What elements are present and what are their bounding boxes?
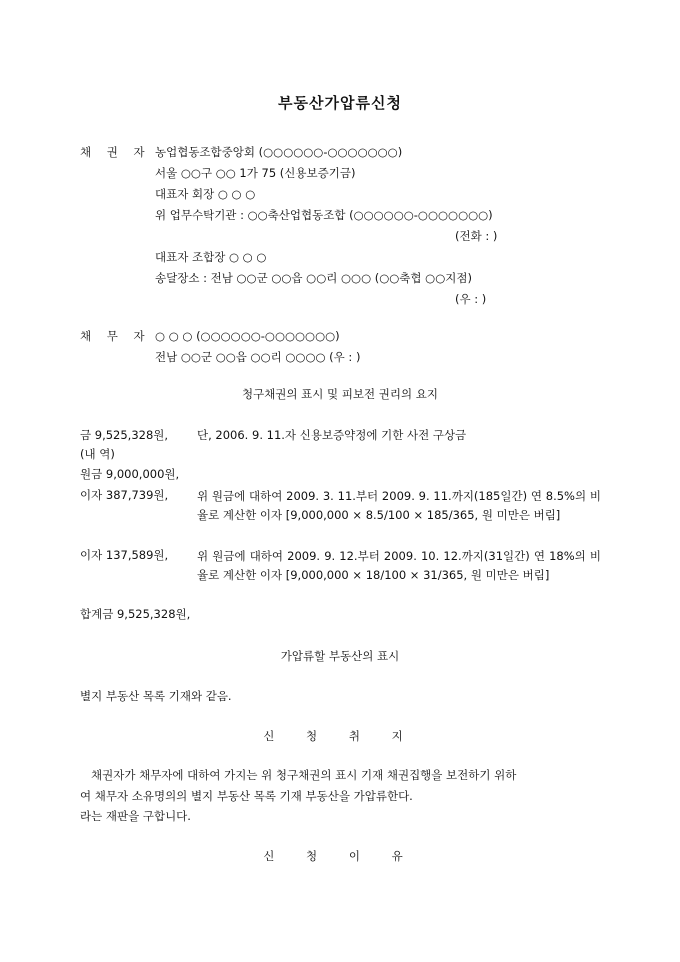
interest1-label: 이자 387,739원, <box>80 488 169 502</box>
interest2-label: 이자 137,589원, <box>80 548 169 562</box>
principal-amount: 원금 9,000,000원, <box>80 467 180 481</box>
creditor-label: 채 권 자 <box>80 145 151 159</box>
purpose-text-line1: 채권자가 채무자에 대하여 가지는 위 청구채권의 표시 기재 채권집행을 보전하기 위하 <box>91 768 517 782</box>
document-title: 부동산가압류신청 <box>278 94 402 112</box>
interest1-description: 위 원금에 대하여 2009. 3. 11.부터 2009. 9. 11.까지(185일간) 연 8.5%의 비율로 계산한 이자 [9,000,000 × 8.5/100 × 185/365, 원 미만은 버림] <box>197 489 601 522</box>
debtor-address: 전남 ○○군 ○○읍 ○○리 ○○○○ (우 : ) <box>155 350 361 364</box>
total-amount: 합계금 9,525,328원, <box>80 607 191 621</box>
creditor-delivery-address: 송달장소 : 전남 ○○군 ○○읍 ○○리 ○○○ (○○축협 ○○지점) <box>155 271 472 285</box>
debtor-label: 채 무 자 <box>80 329 151 343</box>
property-section-heading: 가압류할 부동산의 표시 <box>280 649 400 663</box>
creditor-postal-code: (우 : ) <box>455 292 487 306</box>
creditor-name: 농업협동조합중앙회 (○○○○○○-○○○○○○○) <box>155 145 403 159</box>
purpose-section-heading: 신 청 취 지 <box>263 729 417 743</box>
purpose-text-line3: 라는 재판을 구합니다. <box>80 809 191 823</box>
creditor-trustee: 위 업무수탁기관 : ○○축산업협동조합 (○○○○○○-○○○○○○○) <box>155 208 493 222</box>
reason-section-heading: 신 청 이 유 <box>263 849 417 863</box>
creditor-phone: (전화 : ) <box>455 229 498 243</box>
purpose-text-line2: 여 채무자 소유명의의 별지 부동산 목록 기재 부동산을 가압류한다. <box>80 789 413 803</box>
claim-amount-label: 금 9,525,328원, <box>80 428 169 442</box>
claim-amount-description: 단, 2006. 9. 11.자 신용보증약정에 기한 사전 구상금 <box>197 428 467 442</box>
debtor-name: ○ ○ ○ (○○○○○○-○○○○○○○) <box>155 329 340 343</box>
creditor-address: 서울 ○○구 ○○ 1가 75 (신용보증기금) <box>155 166 356 180</box>
creditor-trustee-representative: 대표자 조합장 ○ ○ ○ <box>155 250 267 264</box>
breakdown-label: (내 역) <box>80 447 115 461</box>
interest2-description: 위 원금에 대하여 2009. 9. 12.부터 2009. 10. 12.까지(31일간) 연 18%의 비율로 계산한 이자 [9,000,000 × 18/100 × 31/365, 원 미만은 버림] <box>197 549 601 582</box>
creditor-representative: 대표자 회장 ○ ○ ○ <box>155 187 256 201</box>
claim-section-heading: 청구채권의 표시 및 피보전 권리의 요지 <box>241 387 439 401</box>
property-description: 별지 부동산 목록 기재와 같음. <box>80 689 232 703</box>
